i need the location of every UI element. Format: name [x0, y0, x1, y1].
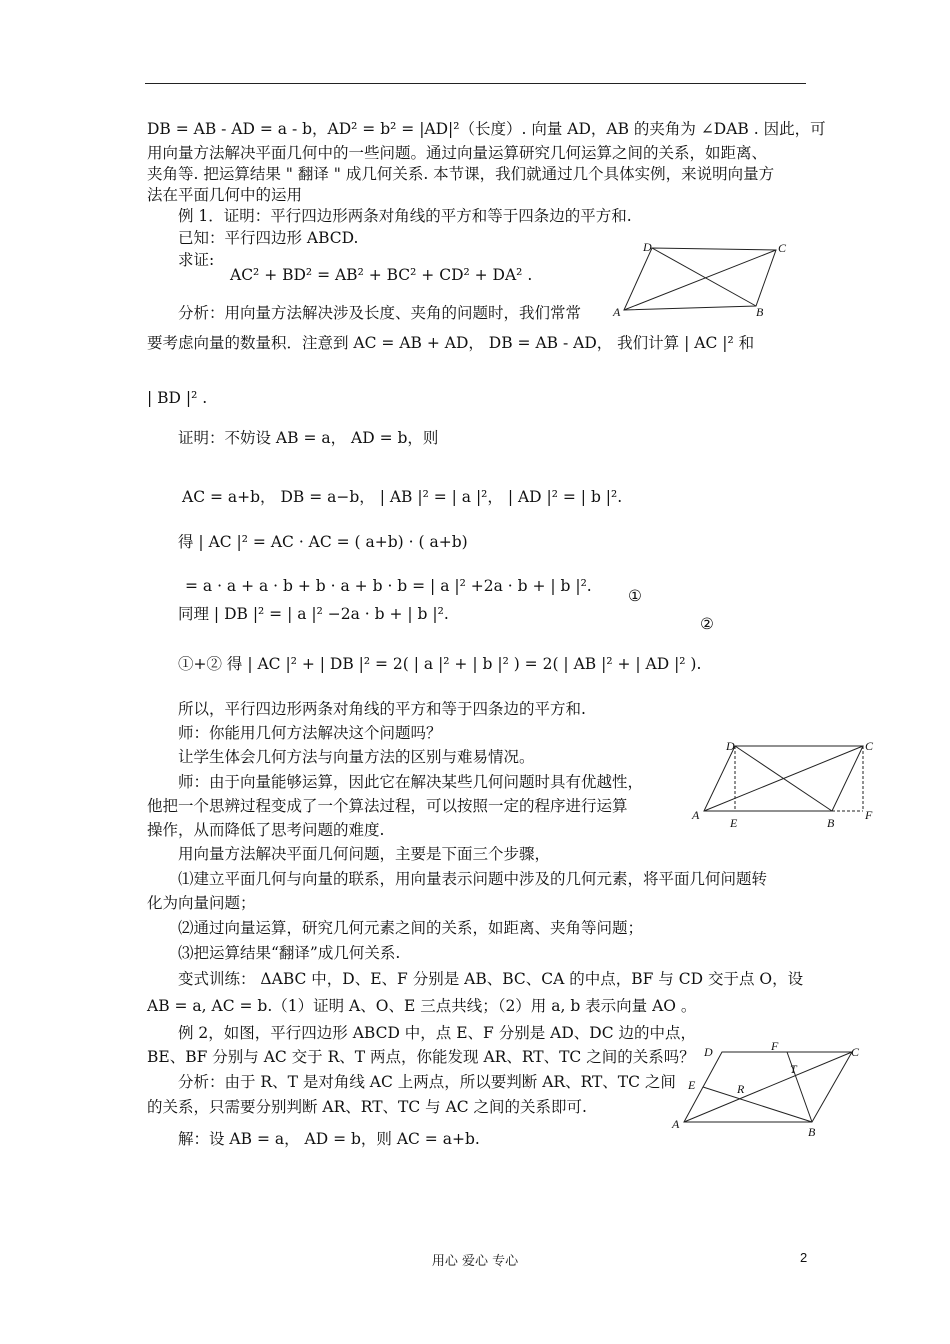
text-line: 用向量方法解决平面几何问题，主要是下面三个步骤， — [178, 845, 551, 863]
label-F: F — [771, 1039, 779, 1053]
page-number: 2 — [800, 1250, 808, 1265]
text-line: 师：你能用几何方法解决这个问题吗？ — [178, 724, 442, 742]
label-E: E — [730, 816, 738, 830]
text-line: 得 | AC |² = AC · AC = ( a+b) · ( a+b) — [178, 533, 468, 551]
text-line: BE、BF 分别与 AC 交于 R、T 两点，你能发现 AR、RT、TC 之间的关系吗？ — [147, 1048, 695, 1066]
text-line: AC = a+b， DB = a−b， | AB |² = | a |²， | AD |² = | b |². — [182, 488, 623, 506]
label-D: D — [643, 240, 652, 254]
header-rule — [145, 83, 806, 84]
text-line: 夹角等. 把运算结果 " 翻译 " 成几何关系. 本节课，我们就通过几个具体实例，来说明向量方 — [147, 165, 775, 183]
text-line: 变式训练： ΔABC 中，D、E、F 分别是 AB、BC、CA 的中点，BF 与 CD 交于点 O，设 — [178, 970, 804, 988]
label-B: B — [808, 1125, 816, 1139]
text-line: 例 1．证明：平行四边形两条对角线的平方和等于四条边的平方和. — [178, 207, 632, 225]
label-C: C — [851, 1045, 860, 1059]
text-line: 让学生体会几何方法与向量方法的区别与难易情况。 — [178, 748, 535, 766]
label-T: T — [790, 1062, 797, 1076]
text-line: 同理 | DB |² = | a |² −2a · b + | b |². — [178, 605, 449, 623]
figure-parallelogram-heights — [688, 736, 888, 836]
text-line: AC² + BD² = AB² + BC² + CD² + DA² . — [230, 266, 533, 284]
text-line: 证明：不妨设 AB = a， AD = b，则 — [178, 429, 439, 447]
label-D: D — [704, 1045, 713, 1059]
text-line: 的关系，只需要分别判断 AR、RT、TC 与 AC 之间的关系即可. — [147, 1098, 587, 1116]
text-line: 操作，从而降低了思考问题的难度. — [147, 821, 385, 839]
text-line: 分析：用向量方法解决涉及长度、夹角的问题时，我们常常 — [178, 304, 582, 322]
text-line: AB = a, AC = b.（1）证明 A、O、E 三点共线；（2）用 a, b 表示向量 AO 。 — [147, 997, 697, 1015]
text-line: 师：由于向量能够运算，因此它在解决某些几何问题时具有优越性， — [178, 773, 644, 791]
text-line: 求证: — [178, 251, 215, 269]
text-line: | BD |² . — [147, 389, 208, 407]
text-line: 法在平面几何中的运用 — [147, 186, 303, 204]
label-B: B — [756, 305, 764, 319]
label-F: F — [865, 808, 873, 822]
text-line: 解：设 AB = a， AD = b，则 AC = a+b. — [178, 1130, 480, 1148]
text-line: DB = AB - AD = a - b，AD² = b² = |AD|²（长度）. 向量 AD，AB 的夹角为 ∠DAB . 因此，可 — [147, 120, 826, 138]
label-B: B — [827, 816, 835, 830]
text-line: ⑵通过向量运算，研究几何元素之间的关系，如距离、夹角等问题； — [178, 919, 644, 937]
text-line: = a · a + a · b + b · a + b · b = | a |² +2a · b + | b |². — [185, 577, 592, 595]
text-line: 化为向量问题； — [147, 894, 256, 912]
label-E: E — [688, 1078, 696, 1092]
text-line: 所以，平行四边形两条对角线的平方和等于四条边的平方和. — [178, 700, 586, 718]
text-line: 要考虑向量的数量积．注意到 AC = AB + AD， DB = AB - AD， 我们计算 | AC |² 和 — [147, 334, 755, 352]
figure-parallelogram — [610, 236, 790, 322]
text-line: ⑴建立平面几何与向量的联系，用向量表示问题中涉及的几何元素，将平面几何问题转 — [178, 870, 768, 888]
text-line: ①+② 得 | AC |² + | DB |² = 2( | a |² + | b |² ) = 2( | AB |² + | AD |² ). — [178, 655, 702, 673]
label-C: C — [865, 739, 874, 753]
text-line: 已知：平行四边形 ABCD. — [178, 229, 359, 247]
circled-marker-one: ① — [628, 587, 642, 605]
label-C: C — [778, 241, 787, 255]
label-A: A — [692, 808, 700, 822]
text-line: 他把一个思辨过程变成了一个算法过程，可以按照一定的程序进行运算 — [147, 797, 628, 815]
label-A: A — [613, 305, 621, 319]
figure-parallelogram-midpoints — [668, 1036, 868, 1142]
label-R: R — [737, 1082, 745, 1096]
text-line: 例 2，如图，平行四边形 ABCD 中，点 E、F 分别是 AD、DC 边的中点， — [178, 1024, 696, 1042]
text-line: 用向量方法解决平面几何中的一些问题。通过向量运算研究几何运算之间的关系，如距离、 — [147, 144, 768, 162]
label-A: A — [672, 1117, 680, 1131]
label-D: D — [726, 739, 735, 753]
footer-text: 用心 爱心 专心 — [431, 1254, 519, 1269]
text-line: ⑶把运算结果“翻译”成几何关系. — [178, 944, 401, 962]
text-line: 分析：由于 R、T 是对角线 AC 上两点，所以要判断 AR、RT、TC 之间 — [178, 1073, 676, 1091]
circled-marker-two: ② — [700, 615, 714, 633]
